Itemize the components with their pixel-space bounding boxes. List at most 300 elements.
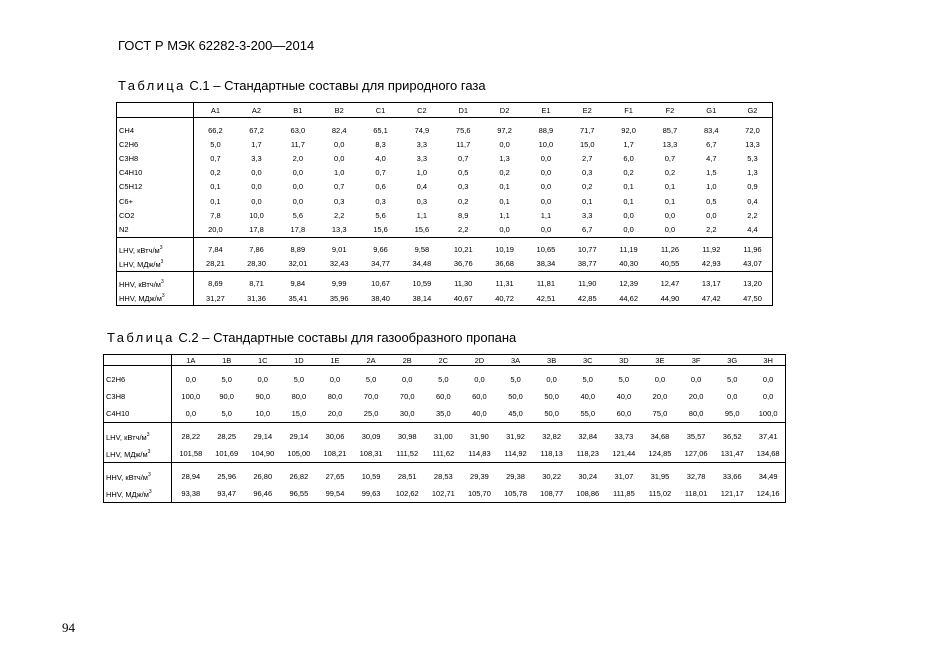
table1-cell: 0,7 <box>664 153 676 163</box>
table1-cell: 7,8 <box>210 210 221 220</box>
table1-cell: 0,0 <box>706 210 717 220</box>
table1-cell: 11,7 <box>456 139 471 149</box>
table1-cell: 0,1 <box>623 196 634 206</box>
table1-cell: 1,3 <box>747 168 758 178</box>
table1-cell: 6,7 <box>706 139 717 149</box>
table2-column-header: 1D <box>280 355 316 366</box>
unit-superscript: 3 <box>147 448 151 455</box>
table1-cell: 6,7 <box>582 224 593 234</box>
row-label-text: HHV, МДж/м <box>119 294 162 304</box>
table2-cell: 111,85 <box>612 489 635 498</box>
table2-cell: 0,0 <box>401 375 413 384</box>
table1-cell: 0,2 <box>582 182 593 192</box>
table1-cell: 44,90 <box>660 293 680 303</box>
table1-cell: 0,3 <box>416 196 428 206</box>
table1-cell: 38,34 <box>536 259 556 269</box>
row-label-text: LHV, кВтч/м <box>119 245 160 255</box>
table1-cell: 12,47 <box>660 279 680 289</box>
table2-cell: 114,83 <box>468 449 491 458</box>
table2-cell: 99,54 <box>325 489 345 498</box>
table1-cell: 10,0 <box>249 210 264 220</box>
table1-cell: 0,0 <box>623 210 634 220</box>
table1-column-header: E1 <box>524 103 565 118</box>
table2-column-header: 2A <box>352 355 388 366</box>
table2-cell: 20,0 <box>652 392 668 401</box>
table1-cell: 85,7 <box>662 125 678 135</box>
table1-cell: 3,3 <box>416 153 428 163</box>
table2-cell: 121,17 <box>720 489 744 498</box>
table1-cell: 10,19 <box>495 245 514 255</box>
table2-cell: 108,77 <box>540 489 564 498</box>
table1-cell: 4,0 <box>375 153 386 163</box>
table2-cell: 60,0 <box>436 392 451 401</box>
table2-cell: 20,0 <box>327 409 343 418</box>
unit-superscript: 3 <box>160 258 164 265</box>
table1-cell: 42,51 <box>536 293 556 303</box>
table2-cell: 108,21 <box>323 449 347 458</box>
table1-caption-word: Таблица <box>118 78 186 93</box>
table1-column-header: A1 <box>194 103 235 118</box>
table2-cell: 29,14 <box>289 432 309 441</box>
table2-cell: 80,0 <box>291 392 307 401</box>
table1-cell: 92,0 <box>621 125 636 135</box>
table1-cell: 11,26 <box>660 245 680 255</box>
table1-cell: 47,50 <box>743 293 762 303</box>
table2-row <box>104 428 786 445</box>
table2-row-label <box>104 388 172 405</box>
table2-cell: 90,0 <box>219 392 234 401</box>
table2-cell: 0,0 <box>329 375 341 384</box>
table1-row-label <box>117 137 194 151</box>
table2-cell: 37,41 <box>758 432 778 441</box>
table1-cell: 83,4 <box>703 125 719 135</box>
table1-cell: 11,96 <box>743 245 762 255</box>
table1-cell: 0,2 <box>499 168 510 178</box>
table2-header-row <box>104 355 786 366</box>
table1-cell: 15,6 <box>414 224 430 234</box>
table1-cell: 63,0 <box>290 125 306 135</box>
table1-cell: 0,1 <box>499 182 510 192</box>
table2-column-header: 2D <box>460 355 496 366</box>
table2-row-label <box>104 445 172 463</box>
row-label-text: C5H12 <box>119 182 143 192</box>
table1-cell: 0,5 <box>458 168 469 178</box>
table1-cell: 8,3 <box>375 139 386 149</box>
table1-cell: 9,99 <box>331 279 347 289</box>
table1-cell: 34,48 <box>412 259 432 269</box>
row-label-text: C6+ <box>119 196 133 206</box>
table1-cell: 10,21 <box>453 245 473 255</box>
table1-cell: 9,66 <box>373 245 388 255</box>
table1-row-label <box>117 222 194 237</box>
table1-cell: 28,30 <box>247 259 266 269</box>
table2-cell: 45,0 <box>508 409 523 418</box>
table2-caption-text: С.2 – Стандартные составы для газообразного пропана <box>174 330 517 345</box>
table1-cell: 0,0 <box>540 224 552 234</box>
table1-cell: 11,7 <box>290 139 305 149</box>
table1-cell: 1,1 <box>540 210 552 220</box>
table1-cell: 0,7 <box>375 168 386 178</box>
table2-column-header: 3G <box>713 355 749 366</box>
row-label-text: C2H6 <box>106 375 126 384</box>
table1-cell: 43,07 <box>743 259 762 269</box>
table2-cell: 5,0 <box>582 375 593 384</box>
table1-cell: 11,90 <box>578 279 597 289</box>
table1-cell: 10,67 <box>371 279 390 289</box>
table1-cell: 0,0 <box>540 182 552 192</box>
table2-cell: 50,0 <box>544 392 559 401</box>
table2-cell: 5,0 <box>221 375 232 384</box>
table2-cell: 27,65 <box>325 472 345 481</box>
table1-cell: 0,0 <box>499 139 510 149</box>
table2-cell: 26,82 <box>289 472 309 481</box>
table2-row <box>104 445 786 463</box>
table1-row <box>117 243 773 257</box>
table2-cell: 28,25 <box>217 432 237 441</box>
table2-cell: 100,0 <box>758 409 778 418</box>
table1-cell: 36,68 <box>495 259 514 269</box>
table1-row <box>117 137 773 151</box>
table2-column-header: 3C <box>569 355 605 366</box>
table1-cell: 8,69 <box>208 279 223 289</box>
table1-cell: 0,0 <box>540 153 552 163</box>
table2-cell: 124,85 <box>648 449 672 458</box>
table1-cell: 11,30 <box>454 279 473 289</box>
table1-cell: 42,85 <box>577 293 597 303</box>
table1-cell: 0,0 <box>251 182 262 192</box>
table1-cell: 1,7 <box>251 139 262 149</box>
table1-cell: 0,0 <box>292 182 304 192</box>
unit-superscript: 3 <box>160 278 164 285</box>
table1-cell: 34,77 <box>371 259 390 269</box>
table2-cell: 5,0 <box>221 409 232 418</box>
unit-superscript: 3 <box>147 471 151 478</box>
table2-cell: 96,55 <box>289 489 309 498</box>
table2-cell: 121,44 <box>612 449 636 458</box>
table2-cell: 31,95 <box>650 472 670 481</box>
table2-cell: 29,39 <box>470 472 489 481</box>
table1-cell: 0,0 <box>623 224 634 234</box>
table2-cell: 31,90 <box>470 432 489 441</box>
table1-cell: 0,0 <box>664 224 676 234</box>
table1-caption <box>118 78 486 93</box>
table1-cell: 10,77 <box>577 245 597 255</box>
row-label-text: C4H10 <box>119 168 143 178</box>
table1-cell: 0,3 <box>582 168 593 178</box>
table2-cell: 80,0 <box>327 392 343 401</box>
table1-cell: 1,0 <box>706 182 717 192</box>
table1-cell: 38,40 <box>371 293 390 303</box>
table2-cell: 40,0 <box>580 392 596 401</box>
table2-column-header: 1B <box>208 355 244 366</box>
table2-row-label <box>104 468 172 485</box>
table1-cell: 0,1 <box>210 182 221 192</box>
table1-row <box>117 123 773 137</box>
table2-cell: 60,0 <box>472 392 487 401</box>
table1-cell: 11,92 <box>702 245 721 255</box>
document-header: ГОСТ Р МЭК 62282-3-200—2014 <box>118 38 315 53</box>
table2-cell: 40,0 <box>472 409 487 418</box>
table1-cell: 40,72 <box>495 293 514 303</box>
table2-cell: 40,0 <box>616 392 632 401</box>
table2-cell: 95,0 <box>724 409 740 418</box>
table2-cell: 30,0 <box>399 409 415 418</box>
table2-cell: 114,92 <box>504 449 527 458</box>
table1-cell: 3,3 <box>251 153 262 163</box>
table1-cell: 31,36 <box>247 293 266 303</box>
table2-column-header: 3D <box>605 355 641 366</box>
table1-row-label <box>117 243 194 257</box>
table2-cell: 25,0 <box>363 409 379 418</box>
unit-superscript: 3 <box>148 488 152 495</box>
table1-cell: 4,4 <box>747 224 758 234</box>
table2-cell: 29,38 <box>506 472 525 481</box>
table1-cell: 1,3 <box>499 153 510 163</box>
table2-cell: 10,0 <box>255 409 271 418</box>
table2-cell: 0,0 <box>690 375 702 384</box>
table1-row-label <box>117 194 194 208</box>
table2-cell: 0,0 <box>257 375 268 384</box>
table1-cell: 9,01 <box>331 245 347 255</box>
table2-cell: 31,00 <box>433 432 453 441</box>
table1-cell: 9,84 <box>290 279 306 289</box>
table2-cell: 32,82 <box>542 432 562 441</box>
table1-cell: 2,2 <box>706 224 717 234</box>
table1-column-header: B2 <box>318 103 359 118</box>
table1-cell: 82,4 <box>331 125 347 135</box>
table1-cell: 36,76 <box>453 259 473 269</box>
table2-cell: 30,06 <box>325 432 345 441</box>
natural-gas-compositions-table <box>116 102 773 306</box>
table1-row <box>117 277 773 291</box>
table2-cell: 26,80 <box>253 472 273 481</box>
table2-cell: 5,0 <box>365 375 377 384</box>
table1-cell: 32,43 <box>329 259 349 269</box>
table1-cell: 7,84 <box>208 245 223 255</box>
table1-cell: 11,19 <box>619 245 638 255</box>
row-label-text: LHV, МДж/м <box>119 259 161 269</box>
table2-cell: 35,57 <box>686 432 706 441</box>
table1-cell: 0,2 <box>210 168 221 178</box>
table1-column-header: C1 <box>359 103 400 118</box>
table1-column-header: F1 <box>607 103 648 118</box>
table1-row-label <box>117 180 194 194</box>
table2-cell: 118,13 <box>540 449 563 458</box>
table1-cell: 7,86 <box>249 245 264 255</box>
table2-cell: 34,49 <box>758 472 778 481</box>
table2-cell: 70,0 <box>399 392 415 401</box>
table1-cell: 5,3 <box>747 153 758 163</box>
page-number: 94 <box>62 620 75 635</box>
table1-cell: 1,1 <box>499 210 510 220</box>
table1-cell: 11,31 <box>495 279 514 289</box>
table1-cell: 66,2 <box>208 125 223 135</box>
table1-row <box>117 180 773 194</box>
table2-cell: 30,98 <box>397 432 417 441</box>
table1-cell: 28,21 <box>206 259 225 269</box>
table1-cell: 8,89 <box>290 245 306 255</box>
table1-row-label <box>117 166 194 180</box>
table2-cell: 31,92 <box>506 432 525 441</box>
row-label-text: N2 <box>119 224 129 234</box>
table1-column-header: C2 <box>400 103 441 118</box>
table1-cell: 71,7 <box>579 125 595 135</box>
table1-cell: 1,7 <box>623 139 634 149</box>
table1-row <box>117 291 773 306</box>
table2-cell: 102,62 <box>395 489 419 498</box>
table2-column-header: 3F <box>677 355 713 366</box>
table1-cell: 17,8 <box>290 224 306 234</box>
table1-cell: 47,42 <box>701 293 721 303</box>
table2-cell: 134,68 <box>756 449 780 458</box>
table2-cell: 5,0 <box>293 375 305 384</box>
table1-cell: 0,7 <box>210 153 221 163</box>
row-label-text: CO2 <box>119 210 135 220</box>
table2-cell: 32,84 <box>578 432 598 441</box>
table2-cell: 70,0 <box>363 392 379 401</box>
table2-cell: 55,0 <box>580 409 596 418</box>
table2-cell: 90,0 <box>255 392 271 401</box>
table2-cell: 0,0 <box>185 375 197 384</box>
table1-cell: 20,0 <box>208 224 223 234</box>
row-label-text: LHV, МДж/м <box>106 449 148 459</box>
table2-cell: 101,69 <box>215 449 239 458</box>
table2-cell: 108,86 <box>576 489 600 498</box>
table2-column-header: 3B <box>533 355 569 366</box>
table1-cell: 0,1 <box>664 196 676 206</box>
table2-column-header: 1E <box>316 355 352 366</box>
table1-cell: 31,27 <box>206 293 225 303</box>
table1-column-header: F2 <box>648 103 689 118</box>
table2-cell: 29,14 <box>253 432 273 441</box>
table1-cell: 0,3 <box>375 196 386 206</box>
table1-column-header: B1 <box>276 103 317 118</box>
table2-cell: 99,63 <box>361 489 381 498</box>
table2-column-header: 1C <box>244 355 280 366</box>
table1-cell: 5,0 <box>210 139 221 149</box>
table1-cell: 42,93 <box>701 259 721 269</box>
table1-cell: 0,1 <box>499 196 510 206</box>
table1-row-label <box>117 123 194 137</box>
table1-row <box>117 194 773 208</box>
table2-cell: 0,0 <box>185 409 197 418</box>
table2-row <box>104 388 786 405</box>
table1-cell: 0,2 <box>458 196 469 206</box>
table2-caption <box>107 330 516 345</box>
table1-cell: 75,6 <box>455 125 471 135</box>
table1-cell: 2,2 <box>747 210 758 220</box>
table2-cell: 30,24 <box>578 472 598 481</box>
table2-cell: 33,73 <box>614 432 634 441</box>
table1-column-header: G2 <box>731 103 773 118</box>
unit-superscript: 3 <box>159 244 163 251</box>
row-label-text: C3H8 <box>106 392 126 401</box>
table2-cell: 34,68 <box>650 432 670 441</box>
table2-cell: 105,00 <box>287 449 311 458</box>
table1-cell: 0,7 <box>333 182 345 192</box>
table1-cell: 8,71 <box>249 279 264 289</box>
table1-cell: 6,0 <box>623 153 634 163</box>
table1-cell: 0,2 <box>623 168 634 178</box>
table1-cell: 0,6 <box>375 182 386 192</box>
table1-cell: 0,5 <box>706 196 717 206</box>
table1-row-label <box>117 277 194 291</box>
table2-cell: 50,0 <box>508 392 523 401</box>
table2-cell: 28,22 <box>181 432 201 441</box>
table2-cell: 30,22 <box>542 472 562 481</box>
table2-cell: 75,0 <box>652 409 668 418</box>
table1-cell: 13,20 <box>743 279 762 289</box>
table2-cell: 28,51 <box>397 472 417 481</box>
table2-row <box>104 468 786 485</box>
table1-cell: 2,7 <box>582 153 593 163</box>
table2-row <box>104 485 786 503</box>
row-label-text: CH4 <box>119 125 135 135</box>
table2-column-header: 2B <box>388 355 424 366</box>
table1-cell: 0,0 <box>251 168 262 178</box>
table2-cell: 15,0 <box>291 409 307 418</box>
table2-cell: 0,0 <box>762 375 774 384</box>
table1-cell: 9,58 <box>414 245 430 255</box>
table1-cell: 0,3 <box>333 196 345 206</box>
table1-cell: 44,62 <box>619 293 638 303</box>
table1-cell: 0,0 <box>251 196 262 206</box>
table1-corner-cell <box>117 103 194 118</box>
table1-cell: 13,3 <box>331 224 347 234</box>
table2-row <box>104 405 786 423</box>
table1-cell: 97,2 <box>497 125 512 135</box>
table1-cell: 2,0 <box>292 153 304 163</box>
table1-row-label <box>117 291 194 306</box>
table1-cell: 0,0 <box>333 139 345 149</box>
row-label-text: HHV, кВтч/м <box>106 472 148 482</box>
row-label-text: HHV, кВтч/м <box>119 279 161 289</box>
table2-corner-cell <box>104 355 172 366</box>
table1-cell: 12,39 <box>619 279 638 289</box>
table1-cell: 15,0 <box>579 139 595 149</box>
table1-caption-text: С.1 – Стандартные составы для природного газа <box>185 78 486 93</box>
table2-row <box>104 371 786 388</box>
table2-cell: 36,52 <box>722 432 742 441</box>
table2-cell: 10,59 <box>361 472 381 481</box>
table1-cell: 0,9 <box>747 182 758 192</box>
table1-cell: 13,17 <box>701 279 721 289</box>
unit-superscript: 3 <box>161 293 165 300</box>
table2-cell: 105,78 <box>504 489 528 498</box>
table1-cell: 13,3 <box>662 139 678 149</box>
table1-cell: 0,1 <box>210 196 221 206</box>
table1-cell: 0,1 <box>664 182 676 192</box>
table2-column-header: 3A <box>496 355 532 366</box>
table1-row-label <box>117 257 194 272</box>
table1-row-label <box>117 151 194 165</box>
table1-header-row <box>117 103 773 118</box>
table2-cell: 0,0 <box>726 392 738 401</box>
table2-row-label <box>104 485 172 503</box>
table1-cell: 10,0 <box>538 139 554 149</box>
table1-cell: 1,1 <box>416 210 428 220</box>
table1-cell: 0,1 <box>582 196 593 206</box>
row-label-text: C2H6 <box>119 139 139 149</box>
table1-cell: 0,4 <box>416 182 428 192</box>
table1-cell: 10,59 <box>412 279 432 289</box>
table1-cell: 11,81 <box>536 279 556 289</box>
row-label-text: C4H10 <box>106 409 130 418</box>
table2-cell: 5,0 <box>438 375 449 384</box>
table2-column-header: 3H <box>749 355 785 366</box>
table1-cell: 0,0 <box>664 210 676 220</box>
table1-cell: 3,3 <box>416 139 428 149</box>
